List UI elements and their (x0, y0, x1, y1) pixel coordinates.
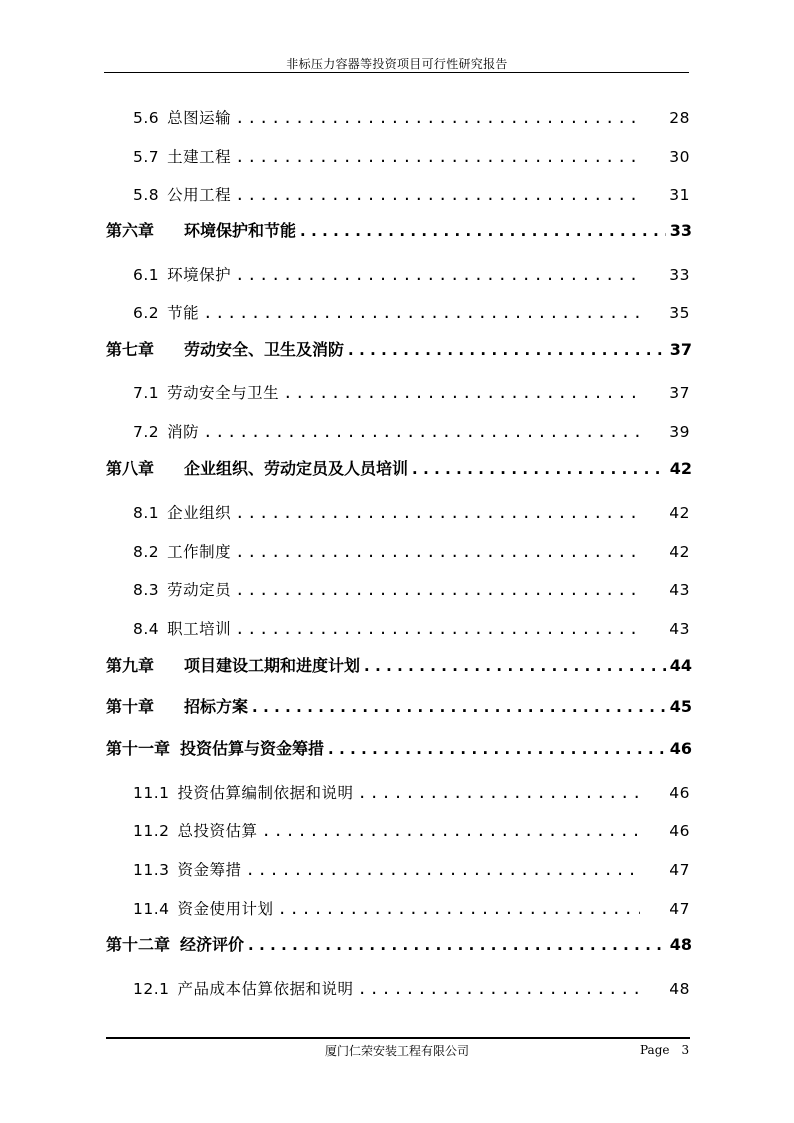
toc-entry-page: 37 (669, 340, 692, 359)
toc-entry-number: 11.1 (133, 784, 170, 802)
toc-chapter-entry[interactable] (106, 218, 692, 241)
toc-leader-dots (283, 384, 640, 402)
toc-leader-dots (203, 304, 640, 322)
toc-entry-title: 产品成本估算依据和说明 (177, 980, 354, 998)
toc-entry-title: 节能 (167, 304, 200, 322)
toc-entry-number: 8.3 (133, 581, 160, 599)
toc-entry-title: 职工培训 (167, 620, 232, 638)
toc-entry-title: 劳动安全与卫生 (167, 384, 280, 402)
toc-entry[interactable] (133, 897, 690, 919)
toc-entry-title: 工作制度 (167, 543, 232, 561)
toc-entry-number: 11.2 (133, 822, 170, 840)
toc-entry-number: 6.1 (133, 266, 160, 284)
toc-entry-title: 环境保护和节能 (184, 221, 297, 240)
toc-leader-dots (298, 221, 666, 240)
toc-entry[interactable] (133, 540, 690, 562)
toc-entry-page: 47 (669, 861, 690, 879)
toc-leader-dots (203, 423, 640, 441)
toc-entry-number: 8.2 (133, 543, 160, 561)
toc-entry[interactable] (133, 106, 690, 128)
toc-chapter-entry[interactable] (106, 932, 692, 955)
toc-entry[interactable] (133, 145, 690, 167)
toc-entry-number: 第六章 (106, 221, 155, 240)
toc-entry-title: 项目建设工期和进度计划 (184, 656, 361, 675)
toc-entry[interactable] (133, 977, 690, 999)
toc-leader-dots (346, 340, 666, 359)
toc-entry-page: 46 (669, 739, 692, 758)
toc-entry-page: 43 (669, 620, 690, 638)
toc-entry-title: 投资估算与资金筹措 (180, 739, 325, 758)
toc-entry-number: 第十章 (106, 697, 155, 716)
toc-chapter-entry[interactable] (106, 337, 692, 360)
toc-entry-title: 劳动定员 (167, 581, 232, 599)
toc-leader-dots (235, 109, 640, 127)
toc-entry-page: 46 (669, 822, 690, 840)
toc-entry[interactable] (133, 301, 690, 323)
toc-leader-dots (235, 504, 640, 522)
toc-leader-dots (358, 784, 640, 802)
toc-leader-dots (235, 581, 640, 599)
toc-leader-dots (250, 697, 666, 716)
toc-entry-number: 第十一章 (106, 739, 171, 758)
toc-leader-dots (262, 822, 640, 840)
toc-entry-title: 消防 (167, 423, 200, 441)
toc-leader-dots (246, 935, 666, 954)
toc-entry-number: 8.1 (133, 504, 160, 522)
toc-leader-dots (246, 861, 640, 879)
toc-entry-page: 48 (669, 935, 692, 954)
toc-entry[interactable] (133, 501, 690, 523)
toc-entry-page: 42 (669, 504, 690, 522)
toc-entry[interactable] (133, 578, 690, 600)
toc-entry-page: 35 (669, 304, 690, 322)
toc-entry-page: 37 (669, 384, 690, 402)
toc-leader-dots (235, 148, 640, 166)
toc-entry[interactable] (133, 617, 690, 639)
toc-entry-page: 47 (669, 900, 690, 918)
toc-leader-dots (235, 543, 640, 561)
toc-chapter-entry[interactable] (106, 694, 692, 717)
toc-entry-title: 投资估算编制依据和说明 (177, 784, 354, 802)
toc-entry-page: 33 (669, 266, 690, 284)
toc-entry-title: 企业组织、劳动定员及人员培训 (184, 459, 409, 478)
toc-entry-page: 28 (669, 109, 690, 127)
toc-entry-title: 总图运输 (167, 109, 232, 127)
toc-entry-page: 44 (669, 656, 692, 675)
toc-entry-title: 企业组织 (167, 504, 232, 522)
toc-leader-dots (362, 656, 666, 675)
toc-entry-number: 8.4 (133, 620, 160, 638)
toc-chapter-entry[interactable] (106, 736, 692, 759)
toc-entry-number: 第七章 (106, 340, 155, 359)
toc-entry-number: 11.4 (133, 900, 170, 918)
toc-entry-number: 5.6 (133, 109, 160, 127)
toc-entry-page: 42 (669, 459, 692, 478)
toc-entry-page: 46 (669, 784, 690, 802)
toc-entry-page: 39 (669, 423, 690, 441)
footer-rule (106, 1037, 690, 1039)
footer-page-label: Page (640, 1043, 670, 1057)
toc-leader-dots (235, 266, 640, 284)
toc-entry-number: 7.2 (133, 423, 160, 441)
toc-entry-number: 第八章 (106, 459, 155, 478)
toc-entry-title: 经济评价 (180, 935, 245, 954)
toc-entry-title: 资金筹措 (177, 861, 242, 879)
toc-entry-page: 48 (669, 980, 690, 998)
toc-entry-page: 31 (669, 186, 690, 204)
toc-entry-title: 土建工程 (167, 148, 232, 166)
footer-page-number (640, 1043, 689, 1057)
toc-leader-dots (235, 186, 640, 204)
toc-entry[interactable] (133, 819, 690, 841)
header-title: 非标压力容器等投资项目可行性研究报告 (286, 57, 508, 71)
toc-entry[interactable] (133, 381, 690, 403)
toc-entry-number: 5.8 (133, 186, 160, 204)
toc-entry-title: 环境保护 (167, 266, 232, 284)
toc-entry-title: 劳动安全、卫生及消防 (184, 340, 345, 359)
toc-leader-dots (278, 900, 640, 918)
toc-entry-number: 5.7 (133, 148, 160, 166)
toc-entry[interactable] (133, 183, 690, 205)
toc-leader-dots (358, 980, 640, 998)
toc-entry-title: 公用工程 (167, 186, 232, 204)
toc-leader-dots (235, 620, 640, 638)
toc-chapter-entry[interactable] (106, 456, 692, 479)
toc-entry-page: 42 (669, 543, 690, 561)
toc-entry-number: 7.1 (133, 384, 160, 402)
toc-entry-number: 6.2 (133, 304, 160, 322)
toc-entry[interactable] (133, 263, 690, 285)
toc-leader-dots (410, 459, 666, 478)
footer-company: 厦门仁荣安装工程有限公司 (324, 1044, 469, 1058)
footer-page-value: 3 (681, 1043, 690, 1057)
toc-entry-page: 45 (669, 697, 692, 716)
toc-entry-title: 招标方案 (184, 697, 249, 716)
toc-entry-number: 11.3 (133, 861, 170, 879)
toc-entry[interactable] (133, 781, 690, 803)
toc-entry-page: 43 (669, 581, 690, 599)
toc-entry[interactable] (133, 858, 690, 880)
toc-entry-number: 第十二章 (106, 935, 171, 954)
toc-entry-page: 33 (669, 221, 692, 240)
toc-entry-title: 总投资估算 (177, 822, 258, 840)
toc-entry-title: 资金使用计划 (177, 900, 274, 918)
toc-leader-dots (326, 739, 666, 758)
toc-entry-number: 12.1 (133, 980, 170, 998)
toc-chapter-entry[interactable] (106, 653, 692, 676)
toc-entry-number: 第九章 (106, 656, 155, 675)
toc-entry[interactable] (133, 420, 690, 442)
toc-entry-page: 30 (669, 148, 690, 166)
